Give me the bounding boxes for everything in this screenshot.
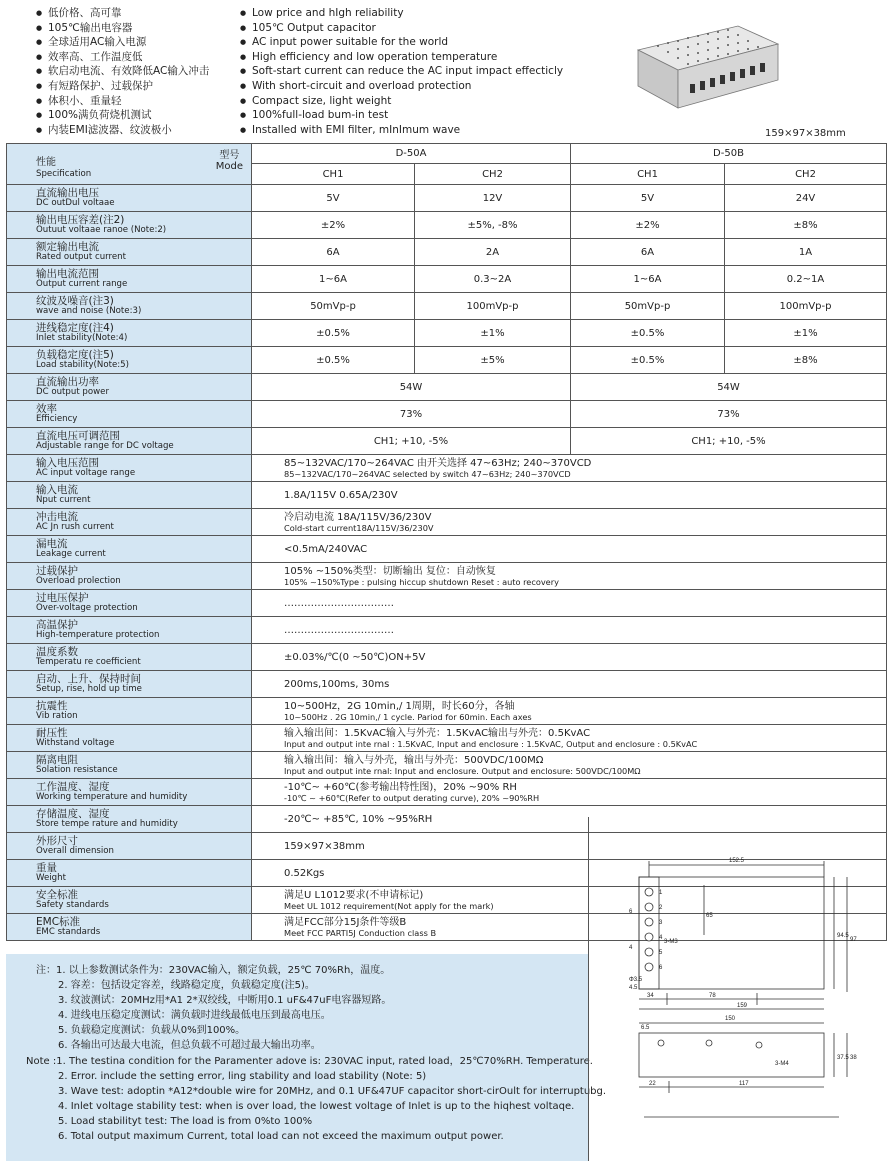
spec-label (7, 806, 252, 833)
spec-value-sub: 85~132VAC/170~264VAC selected by switch 47~63Hz; 240~370VCD (284, 468, 571, 479)
spec-value-sub: Cold-start current18A/115V/36/230V (284, 522, 434, 533)
spec-value (252, 536, 887, 563)
spec-label (7, 644, 252, 671)
spec-value: ±8% (725, 212, 887, 239)
spec-value: 2A (415, 239, 571, 266)
spec-value-main: …………………………… (284, 597, 394, 609)
note-en: 6. Total output maximum Current, total load can not exceed the maximum output power. (58, 1131, 504, 1142)
terminal-number: 2 (659, 905, 663, 911)
spec-label-en: Overload prolection (36, 576, 121, 586)
spec-value (252, 644, 887, 671)
spec-row (7, 617, 887, 644)
spec-value: 50mVp-p (571, 293, 725, 320)
spec-label-en: Solation resistance (36, 765, 118, 775)
terminal-number: 5 (659, 950, 663, 956)
spec-value: 1~6A (252, 266, 415, 293)
spec-label-cn: 输入电流 (36, 483, 78, 496)
terminal-number: 1 (659, 890, 663, 896)
spec-value: ±2% (252, 212, 415, 239)
spec-label (7, 347, 252, 374)
spec-value: 5V (571, 185, 725, 212)
feature-item-cn: ● 低价格、高可靠 (36, 6, 209, 21)
note-cn: 注：1. 以上参数测试条件为：230VAC输入，额定负载，25℃ 70%Rh，温度。 (36, 965, 391, 976)
spec-label-en: EMC standards (36, 927, 101, 937)
spec-label-en: Weight (36, 873, 66, 883)
spec-value: 50mVp-p (252, 293, 415, 320)
spec-value-main: 冷启动电流 18A/115V/36/230V (284, 511, 432, 523)
spec-row (7, 293, 887, 320)
spec-row (7, 671, 887, 698)
feature-item-en: ● AC input power suitable for the world (240, 35, 563, 50)
spec-label (7, 185, 252, 212)
feature-item-cn: ● 全球适用AC输入电源 (36, 35, 209, 50)
spec-value-main: 159×97×38mm (284, 840, 365, 852)
spec-label-cn: 温度系数 (36, 645, 78, 658)
spec-value: 100mVp-p (725, 293, 887, 320)
spec-value: ±0.5% (252, 320, 415, 347)
spec-label (7, 455, 252, 482)
spec-value-main: 105% ~150%类型：切断输出 复位：自动恢复 (284, 565, 496, 577)
spec-value-main: 输入输出间：1.5KvAC输入与外壳：1.5KvAC输出与外壳：0.5KvAC (284, 727, 591, 739)
dim-4-5: 4.5 (629, 985, 638, 991)
spec-value (252, 779, 887, 806)
channel-header: CH1 (571, 164, 725, 185)
spec-label-cn: 耐压性 (36, 726, 68, 739)
spec-label-cn: 外形尺寸 (36, 834, 78, 847)
spec-value: ±5% (415, 347, 571, 374)
features-cn-list (36, 6, 209, 137)
spec-value: ±1% (415, 320, 571, 347)
spec-row (7, 779, 887, 806)
spec-label-en: Load stability(Note:5) (36, 360, 129, 370)
spec-label (7, 266, 252, 293)
spec-label-cn: 直流输出功率 (36, 375, 99, 388)
spec-label-en: Withstand voltage (36, 738, 115, 748)
spec-value: 24V (725, 185, 887, 212)
spec-label (7, 617, 252, 644)
feature-item-cn: ● 105℃输出电容器 (36, 21, 209, 36)
spec-label (7, 482, 252, 509)
spec-label (7, 563, 252, 590)
feature-item-en: ● Soft-start current can reduce the AC input impact effecticly (240, 64, 563, 79)
spec-row (7, 455, 887, 482)
spec-value: 6A (571, 239, 725, 266)
spec-value-main: -20℃~ +85℃, 10% ~95%RH (284, 813, 433, 825)
spec-row (7, 347, 887, 374)
features-en-list (240, 6, 563, 137)
spec-label-cn: 重量 (36, 861, 57, 874)
spec-label-en: Over-voltage protection (36, 603, 138, 613)
spec-label-cn: 输出电压容差(注2) (36, 213, 125, 226)
spec-label-en: Adjustable range for DC voltage (36, 441, 174, 451)
terminal-number: 6 (659, 965, 663, 971)
spec-label-cn: 冲击电流 (36, 510, 78, 523)
spec-value-main: 200ms,100ms, 30ms (284, 678, 390, 690)
spec-label-cn: 输出电流范围 (36, 267, 99, 280)
model-d50a: D-50A (252, 144, 571, 164)
spec-label (7, 833, 252, 860)
product-image (628, 22, 788, 112)
spec-label (7, 914, 252, 941)
spec-label (7, 428, 252, 455)
model-label-en: Mode (215, 161, 243, 172)
spec-value: 54W (252, 374, 571, 401)
feature-item-cn: ● 100%满负荷烧机测试 (36, 108, 209, 123)
spec-row (7, 482, 887, 509)
spec-label-cn: 安全标准 (36, 888, 78, 901)
spec-label-en: DC output power (36, 387, 109, 397)
feature-item-en: ● 105℃ Output capacitor (240, 21, 563, 36)
spec-label-cn: 抗震性 (36, 699, 68, 712)
spec-value: 1A (725, 239, 887, 266)
spec-label-cn: 工作温度、湿度 (36, 780, 110, 793)
spec-value (252, 752, 887, 779)
spec-value: 100mVp-p (415, 293, 571, 320)
terminal-number: 3 (659, 920, 663, 926)
spec-value-main: -10℃~ +60℃(参考输出特性图)，20% ~90% RH (284, 781, 517, 793)
spec-value-main: 1.8A/115V 0.65A/230V (284, 489, 398, 501)
dim-78: 78 (709, 993, 716, 999)
feature-item-cn: ● 软启动电流、有效降低AC输入冲击 (36, 64, 209, 79)
spec-label (7, 320, 252, 347)
spec-label-en: AC Jn rush current (36, 522, 114, 532)
spec-value (252, 563, 887, 590)
spec-value-sub: Input and output inte rnal : 1.5KvAC, Input and enclosure : 1.5KvAC, Output and enclosure : 0.5KvAC (284, 738, 698, 749)
feature-item-cn: ● 效率高、工作温度低 (36, 50, 209, 65)
spec-label-en: Outuut voltaae ranoe (Note:2) (36, 225, 167, 235)
dim-6: 6 (629, 909, 633, 915)
spec-value-main: …………………………… (284, 624, 394, 636)
spec-label-en: Temperatu re coefficient (36, 657, 141, 667)
spec-label (7, 725, 252, 752)
spec-value (252, 455, 887, 482)
spec-value: 6A (252, 239, 415, 266)
spec-label-en: AC input voltage range (36, 468, 136, 478)
spec-row (7, 320, 887, 347)
dim-22: 22 (649, 1081, 656, 1087)
spec-label-cn: 纹波及噪音(注3) (36, 294, 114, 307)
channel-header: CH1 (252, 164, 415, 185)
spec-label-cn: EMC标准 (36, 915, 81, 928)
feature-item-cn: ● 体积小、重量轻 (36, 94, 209, 109)
spec-value-main: 10~500Hz，2G 10min,/ 1周期，时长60分，各轴 (284, 700, 515, 712)
spec-label-en: Leakage current (36, 549, 106, 559)
spec-row (7, 698, 887, 725)
dim-phi3-5: Φ3.5 (629, 977, 643, 983)
spec-value: 54W (571, 374, 887, 401)
dim-34: 34 (647, 993, 654, 999)
spec-value: 0.3~2A (415, 266, 571, 293)
spec-label-cn: 隔离电阻 (36, 753, 78, 766)
dim-94-5: 94.5 (837, 933, 849, 939)
spec-row (7, 212, 887, 239)
dim-38: 38 (850, 1055, 857, 1061)
spec-value: 5V (252, 185, 415, 212)
dimension-drawing (588, 817, 887, 1161)
spec-value-main: 满足U L1012要求(不申请标记) (284, 889, 424, 901)
feature-item-en: ● With short-circuit and overload protection (240, 79, 563, 94)
note-en: Note :1. The testina condition for the Paramenter adove is: 230VAC input, rated load，25℃70%RH. Temperature. (26, 1056, 593, 1067)
feature-item-en: ● High efficiency and low operation temperature (240, 50, 563, 65)
spec-value-main: <0.5mA/240VAC (284, 543, 368, 555)
channel-header: CH2 (725, 164, 887, 185)
notes-panel (6, 954, 607, 1161)
spec-label-en: Inlet stability(Note:4) (36, 333, 128, 343)
spec-label (7, 860, 252, 887)
spec-value-main: 满足FCC部分15J条件等级B (284, 916, 407, 928)
spec-label-en: Vib ration (36, 711, 78, 721)
spec-value: CH1; +10, -5% (252, 428, 571, 455)
spec-value (252, 617, 887, 644)
note-cn: 4. 进线电压稳定度测试：满负载时进线最低电压到最高电压。 (58, 1010, 331, 1021)
spec-label (7, 239, 252, 266)
spec-label-cn: 进线稳定度(注4) (36, 321, 114, 334)
spec-label-cn: 漏电流 (36, 537, 68, 550)
spec-value-main: 输入输出间：输入与外壳，输出与外壳：500VDC/100MΩ (284, 754, 544, 766)
spec-value-main: ±0.03%/℃(0 ~50℃)ON+5V (284, 651, 426, 663)
spec-label-cn: 输入电压范围 (36, 456, 99, 469)
spec-label-en: Setup, rise, hold up time (36, 684, 142, 694)
spec-label-en: Nput current (36, 495, 91, 505)
spec-value: 73% (252, 401, 571, 428)
spec-value: 1~6A (571, 266, 725, 293)
spec-label (7, 401, 252, 428)
terminal-number: 4 (659, 935, 663, 941)
spec-label-cn: 效率 (36, 402, 57, 415)
spec-row (7, 185, 887, 212)
spec-label (7, 752, 252, 779)
spec-label-en: Specification (36, 169, 92, 179)
spec-row (7, 239, 887, 266)
note-en: 3. Wave test: adoptin *A12*double wire for 20MHz, and 0.1 UF&47UF capacitor short-cirOult for interruptubg. (58, 1086, 607, 1097)
spec-value: 73% (571, 401, 887, 428)
spec-label-en: Rated output current (36, 252, 126, 262)
note-cn: 6. 各输出可达最大电流，但总负载不可超过最大输出功率。 (58, 1040, 321, 1051)
spec-label (7, 212, 252, 239)
spec-label-en: Output current range (36, 279, 128, 289)
spec-row (7, 644, 887, 671)
spec-value: ±0.5% (571, 347, 725, 374)
spec-value-sub: Meet FCC PARTI5J Conduction class B (284, 927, 437, 938)
spec-label-cn: 直流电压可调范围 (36, 429, 120, 442)
spec-value: 12V (415, 185, 571, 212)
spec-label-cn: 启动、上升、保持时间 (36, 672, 141, 685)
spec-label-cn: 负载稳定度(注5) (36, 348, 114, 361)
dim-97: 97 (850, 937, 857, 943)
spec-label-en: Safety standards (36, 900, 109, 910)
dim-4: 4 (629, 945, 633, 951)
spec-value-sub: -10℃ ~ +60℃(Refer to output derating curve), 20% ~90%RH (284, 792, 540, 803)
dim-side-width: 150 (725, 1016, 736, 1022)
spec-label-cn: 过电压保护 (36, 591, 89, 604)
feature-item-en: ● Installed with EMI filter, mInImum wave (240, 123, 563, 138)
spec-label-cn: 额定输出电流 (36, 240, 99, 253)
spec-label-cn: 过载保护 (36, 564, 78, 577)
spec-label (7, 590, 252, 617)
spec-value: ±1% (725, 320, 887, 347)
dim-37-5: 37.5 (837, 1055, 849, 1061)
spec-row (7, 563, 887, 590)
spec-row (7, 752, 887, 779)
spec-label (7, 671, 252, 698)
spec-label-en: High-temperature protection (36, 630, 160, 640)
spec-value: ±2% (571, 212, 725, 239)
spec-value: ±5%, -8% (415, 212, 571, 239)
spec-label-cn: 存储温度、湿度 (36, 807, 110, 820)
spec-label-en: DC outDul voltaae (36, 198, 115, 208)
feature-item-en: ● Low price and hIgh reliability (240, 6, 563, 21)
spec-label-cn: 性能 (36, 157, 56, 168)
note-en: 5. Load stabilityt test: The load is from 0%to 100% (58, 1116, 313, 1127)
spec-row (7, 725, 887, 752)
spec-label (7, 293, 252, 320)
spec-label-en: wave and noise (Note:3) (36, 306, 142, 316)
channel-header: CH2 (415, 164, 571, 185)
dim-6-5: 6.5 (641, 1025, 650, 1031)
spec-value (252, 725, 887, 752)
spec-label-en: Working temperature and humidity (36, 792, 188, 802)
spec-value-sub: Meet UL 1012 requirement(Not apply for the mark) (284, 900, 494, 911)
spec-row (7, 266, 887, 293)
spec-value (252, 671, 887, 698)
feature-item-cn: ● 有短路保护、过载保护 (36, 79, 209, 94)
model-d50b: D-50B (571, 144, 887, 164)
feature-item-en: ● Compact size, light weight (240, 94, 563, 109)
spec-row (7, 536, 887, 563)
spec-label-cn: 直流输出电压 (36, 186, 99, 199)
spec-label (7, 509, 252, 536)
spec-model-header (7, 144, 252, 185)
note-en: 4. Inlet voltage stability test: when is over load, the lowest voltage of Inlet is up to the hiqhest voltaqe. (58, 1101, 575, 1112)
spec-row (7, 509, 887, 536)
spec-value: 0.2~1A (725, 266, 887, 293)
spec-value: ±0.5% (252, 347, 415, 374)
spec-value (252, 482, 887, 509)
spec-value-sub: 105% ~150%Type : pulsing hiccup shutdown Reset : auto recovery (284, 576, 559, 587)
spec-row (7, 401, 887, 428)
note-en: 2. Error. include the setting error, ling stability and load stability (Note: 5) (58, 1071, 427, 1082)
spec-row (7, 590, 887, 617)
spec-value-sub: Input and output inte rnal: Input and enclosure. Output and enclosure: 500VDC/100MΩ (284, 765, 641, 776)
spec-label-en: Store tempe rature and humidity (36, 819, 178, 829)
dim-3m3: 3-M3 (664, 939, 678, 945)
spec-label-cn: 高温保护 (36, 618, 78, 631)
spec-row (7, 428, 887, 455)
note-cn: 3. 纹波测试：20MHz用*A1 2*双绞线，中断用0.1 uF&47uF电容器短路。 (58, 995, 392, 1006)
spec-value (252, 698, 887, 725)
spec-value: ±0.5% (571, 320, 725, 347)
spec-value-main: 85~132VAC/170~264VAC 由开关选择 47~63Hz; 240~370VCD (284, 457, 592, 469)
spec-label (7, 779, 252, 806)
note-cn: 5. 负载稳定度测试：负载从0%到100%。 (58, 1025, 246, 1036)
model-label-cn: 型号 (219, 150, 240, 161)
note-cn: 2. 容差：包括设定容差，线路稳定度，负载稳定度(注5)。 (58, 980, 315, 991)
spec-label-en: Overall dimension (36, 846, 114, 856)
spec-value: ±8% (725, 347, 887, 374)
spec-value-sub: 10~500Hz . 2G 10min,/ 1 cycle. Pariod for 60min. Each axes (284, 711, 532, 722)
dim-159: 159 (737, 1003, 748, 1009)
feature-item-cn: ● 内装EMI滤波器、纹波极小 (36, 123, 209, 138)
product-dimensions-caption: 159×97×38mm (765, 128, 846, 139)
dim-3m4: 3-M4 (775, 1061, 789, 1067)
spec-value-main: 0.52Kgs (284, 867, 325, 879)
dim-117: 117 (739, 1081, 749, 1087)
dim-top-width: 152.5 (729, 858, 745, 864)
spec-label (7, 536, 252, 563)
spec-label (7, 887, 252, 914)
spec-label (7, 374, 252, 401)
spec-value (252, 590, 887, 617)
spec-label (7, 698, 252, 725)
spec-row (7, 374, 887, 401)
dim-65: 65 (706, 913, 713, 919)
spec-label-en: Efficiency (36, 414, 78, 424)
feature-item-en: ● 100%full-load bum-in test (240, 108, 563, 123)
spec-value: CH1; +10, -5% (571, 428, 887, 455)
spec-value (252, 509, 887, 536)
